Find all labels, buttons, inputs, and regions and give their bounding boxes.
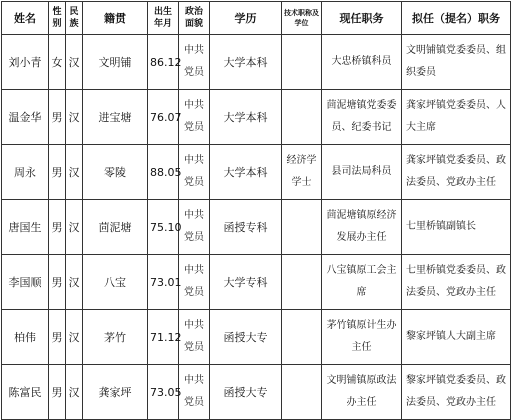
cell-current-post: 八宝镇原工会主席 xyxy=(322,255,402,310)
cell-birth: 76.07 xyxy=(148,90,179,145)
cell-ethnicity: 汉 xyxy=(66,255,83,310)
cell-title xyxy=(282,35,322,90)
cell-birth: 73.05 xyxy=(148,365,179,420)
cell-hometown: 进宝塘 xyxy=(83,90,148,145)
cell-hometown: 文明铺 xyxy=(83,35,148,90)
cell-birth: 88.05 xyxy=(148,145,179,200)
cell-proposed-post: 七里桥镇副镇长 xyxy=(402,200,511,255)
cell-birth: 86.12 xyxy=(148,35,179,90)
table-row xyxy=(2,255,511,310)
cell-ethnicity: 汉 xyxy=(66,365,83,420)
cell-hometown: 茴泥塘 xyxy=(83,200,148,255)
cell-gender: 男 xyxy=(49,365,66,420)
cell-party: 中共党员 xyxy=(179,310,210,365)
cell-name: 李国顺 xyxy=(2,255,49,310)
cell-education: 大学本科 xyxy=(210,90,282,145)
cell-name: 温金华 xyxy=(2,90,49,145)
cell-gender: 男 xyxy=(49,90,66,145)
cell-title xyxy=(282,90,322,145)
cell-title: 经济学学士 xyxy=(282,145,322,200)
cell-title xyxy=(282,200,322,255)
cell-proposed-post: 黎家坪镇党委委员、政法委员、党政办主任 xyxy=(402,365,511,420)
cell-title xyxy=(282,310,322,365)
cell-proposed-post: 七里桥镇党委委员、政法委员、党政办主任 xyxy=(402,255,511,310)
cell-gender: 男 xyxy=(49,200,66,255)
cell-party: 中共党员 xyxy=(179,90,210,145)
table-row xyxy=(2,365,511,420)
header-education: 学历 xyxy=(210,2,282,35)
cell-party: 中共党员 xyxy=(179,35,210,90)
cell-proposed-post: 文明铺镇党委委员、组织委员 xyxy=(402,35,511,90)
table-row xyxy=(2,35,511,90)
cell-current-post: 大忠桥镇科员 xyxy=(322,35,402,90)
header-title: 技术职称及学位 xyxy=(282,2,322,35)
cell-proposed-post: 黎家坪镇人大副主席 xyxy=(402,310,511,365)
cell-ethnicity: 汉 xyxy=(66,35,83,90)
cell-title xyxy=(282,255,322,310)
cell-party: 中共党员 xyxy=(179,200,210,255)
header-name: 姓名 xyxy=(2,2,49,35)
cell-hometown: 龚家坪 xyxy=(83,365,148,420)
cadre-roster-table xyxy=(1,1,511,420)
cell-name: 唐国生 xyxy=(2,200,49,255)
cell-gender: 男 xyxy=(49,145,66,200)
cell-hometown: 零陵 xyxy=(83,145,148,200)
cell-name: 柏伟 xyxy=(2,310,49,365)
cell-birth: 73.01 xyxy=(148,255,179,310)
cell-education: 大学本科 xyxy=(210,35,282,90)
table-row xyxy=(2,145,511,200)
table-header-row xyxy=(2,2,511,35)
cell-education: 函授专科 xyxy=(210,200,282,255)
cell-birth: 75.10 xyxy=(148,200,179,255)
cell-gender: 男 xyxy=(49,310,66,365)
table-row xyxy=(2,90,511,145)
header-hometown: 籍贯 xyxy=(83,2,148,35)
header-ethnicity: 民族 xyxy=(66,2,83,35)
cell-education: 函授大专 xyxy=(210,365,282,420)
header-birth: 出生年月 xyxy=(148,2,179,35)
cell-title xyxy=(282,365,322,420)
cell-education: 大学本科 xyxy=(210,145,282,200)
cell-party: 中共党员 xyxy=(179,145,210,200)
cell-hometown: 茅竹 xyxy=(83,310,148,365)
cell-name: 陈富民 xyxy=(2,365,49,420)
cell-education: 大学专科 xyxy=(210,255,282,310)
cell-gender: 男 xyxy=(49,255,66,310)
cell-gender: 女 xyxy=(49,35,66,90)
cell-ethnicity: 汉 xyxy=(66,200,83,255)
table-row xyxy=(2,200,511,255)
header-proposed-post: 拟任（提名）职务 xyxy=(402,2,511,35)
cell-proposed-post: 龚家坪镇党委委员、人大主席 xyxy=(402,90,511,145)
header-party: 政治面貌 xyxy=(179,2,210,35)
cell-education: 函授大专 xyxy=(210,310,282,365)
cell-proposed-post: 龚家坪镇党委委员、政法委员、党政办主任 xyxy=(402,145,511,200)
table-row xyxy=(2,310,511,365)
header-current-post: 现任职务 xyxy=(322,2,402,35)
cell-name: 周永 xyxy=(2,145,49,200)
cell-ethnicity: 汉 xyxy=(66,145,83,200)
cell-party: 中共党员 xyxy=(179,255,210,310)
cell-current-post: 县司法局科员 xyxy=(322,145,402,200)
cell-current-post: 茴泥塘镇原经济发展办主任 xyxy=(322,200,402,255)
cell-ethnicity: 汉 xyxy=(66,310,83,365)
cell-hometown: 八宝 xyxy=(83,255,148,310)
cell-current-post: 茴泥塘镇党委委员、纪委书记 xyxy=(322,90,402,145)
header-gender: 性别 xyxy=(49,2,66,35)
cell-current-post: 文明铺镇原政法办主任 xyxy=(322,365,402,420)
cell-name: 刘小青 xyxy=(2,35,49,90)
cell-birth: 71.12 xyxy=(148,310,179,365)
cell-ethnicity: 汉 xyxy=(66,90,83,145)
cell-current-post: 茅竹镇原计生办主任 xyxy=(322,310,402,365)
cell-party: 中共党员 xyxy=(179,365,210,420)
